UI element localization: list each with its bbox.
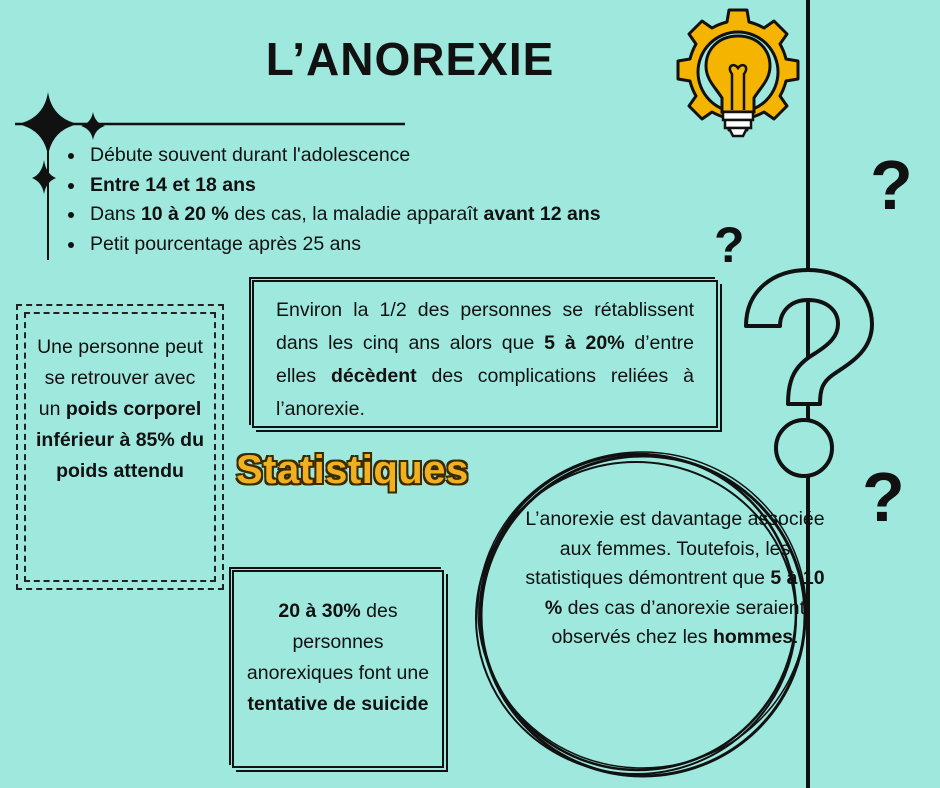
page-title: L’ANOREXIE: [265, 33, 555, 85]
list-item: • Débute souvent durant l'adolescence: [86, 141, 601, 171]
question-mark-icon: ?: [714, 217, 745, 273]
list-item: • Dans 10 à 20 % des cas, la maladie apparaît avant 12 ans: [86, 200, 601, 230]
men-statistic: L’anorexie est davantage associée aux femmes. Toutefois, les statistiques démontrent que 5 à 10 % des cas d’anorexie seraient observés chez les hommes.: [525, 508, 825, 648]
weight-box: Une personne peut se retrouver avec un poids corporel inférieur à 85% du poids attendu: [24, 312, 216, 582]
list-item: • Petit pourcentage après 25 ans: [86, 230, 601, 260]
facts-list: [62, 141, 601, 259]
list-item: • Entre 14 et 18 ans: [86, 171, 601, 201]
section-heading: Statistiques: [236, 448, 469, 492]
question-mark-icon: ?: [862, 458, 905, 536]
suicide-box: 20 à 30% des personnes anorexiques font une tentative de suicide: [232, 570, 444, 768]
recovery-box: Environ la 1/2 des personnes se rétablissent dans les cinq ans alors que 5 à 20% d’entre elles décèdent des complications reliées à l’anorexie.: [252, 280, 718, 428]
question-mark-icon: ?: [870, 146, 913, 224]
lightbulb-gear-icon: [672, 2, 804, 152]
